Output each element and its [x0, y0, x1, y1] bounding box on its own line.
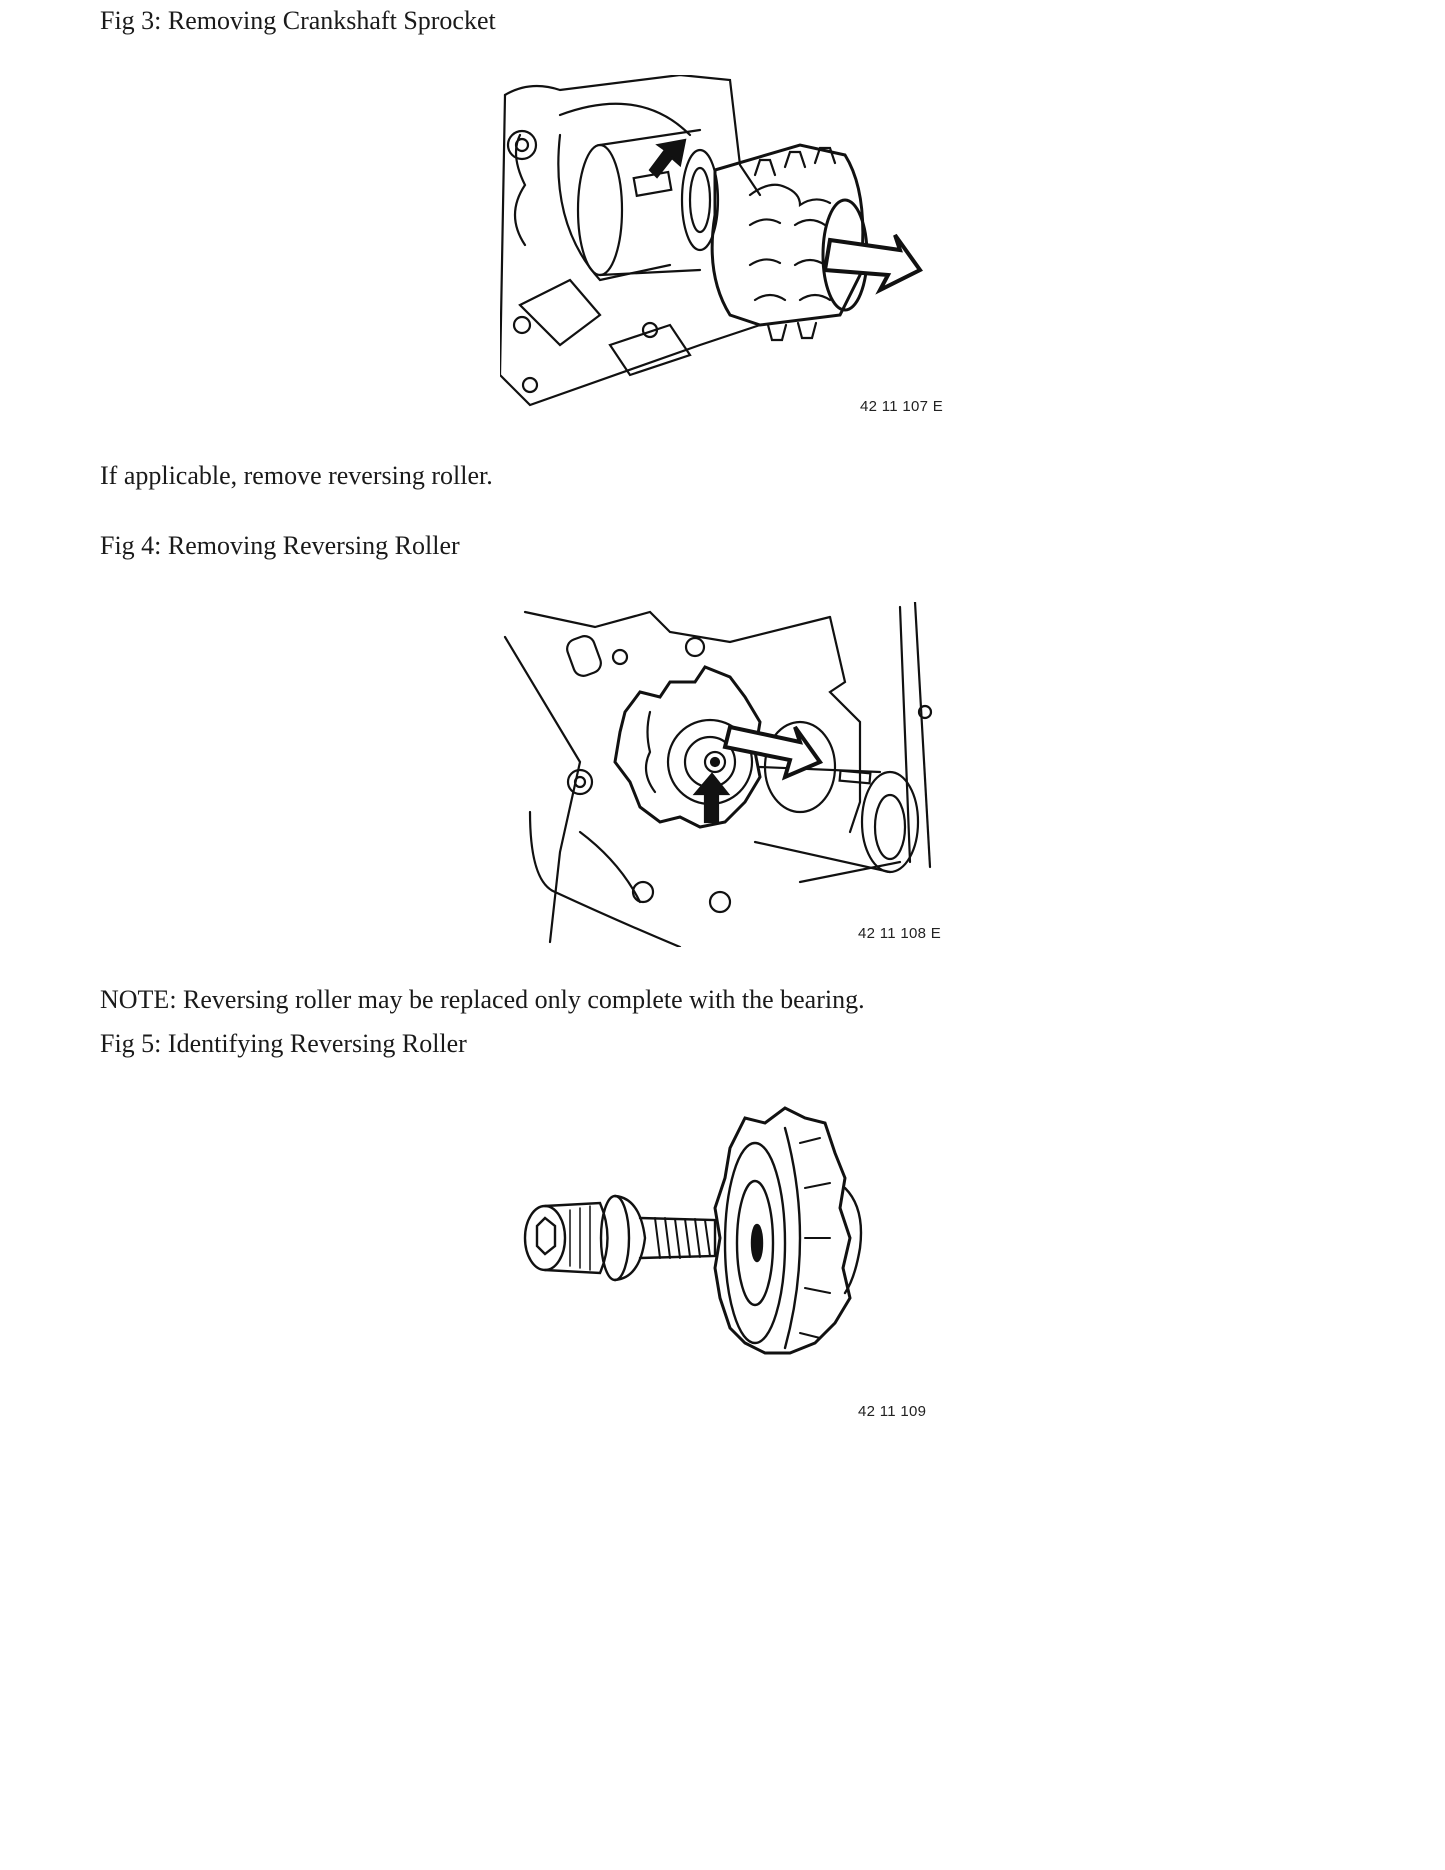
reversing-roller-illustration [500, 602, 955, 947]
note-text: NOTE: Reversing roller may be replaced only complete with the bearing. [100, 985, 865, 1014]
fig5-caption: Fig 5: Identifying Reversing Roller [100, 1029, 467, 1058]
reversing-roller-bolt-illustration [515, 1098, 875, 1368]
step-text: If applicable, remove reversing roller. [100, 461, 493, 490]
fig3-caption: Fig 3: Removing Crankshaft Sprocket [100, 6, 496, 35]
fig4-caption: Fig 4: Removing Reversing Roller [100, 531, 460, 560]
fig3-code: 42 11 107 E [860, 398, 944, 415]
fig5-code: 42 11 109 [858, 1403, 927, 1420]
fig4-code: 42 11 108 E [858, 925, 942, 942]
crankshaft-sprocket-illustration [500, 75, 950, 415]
